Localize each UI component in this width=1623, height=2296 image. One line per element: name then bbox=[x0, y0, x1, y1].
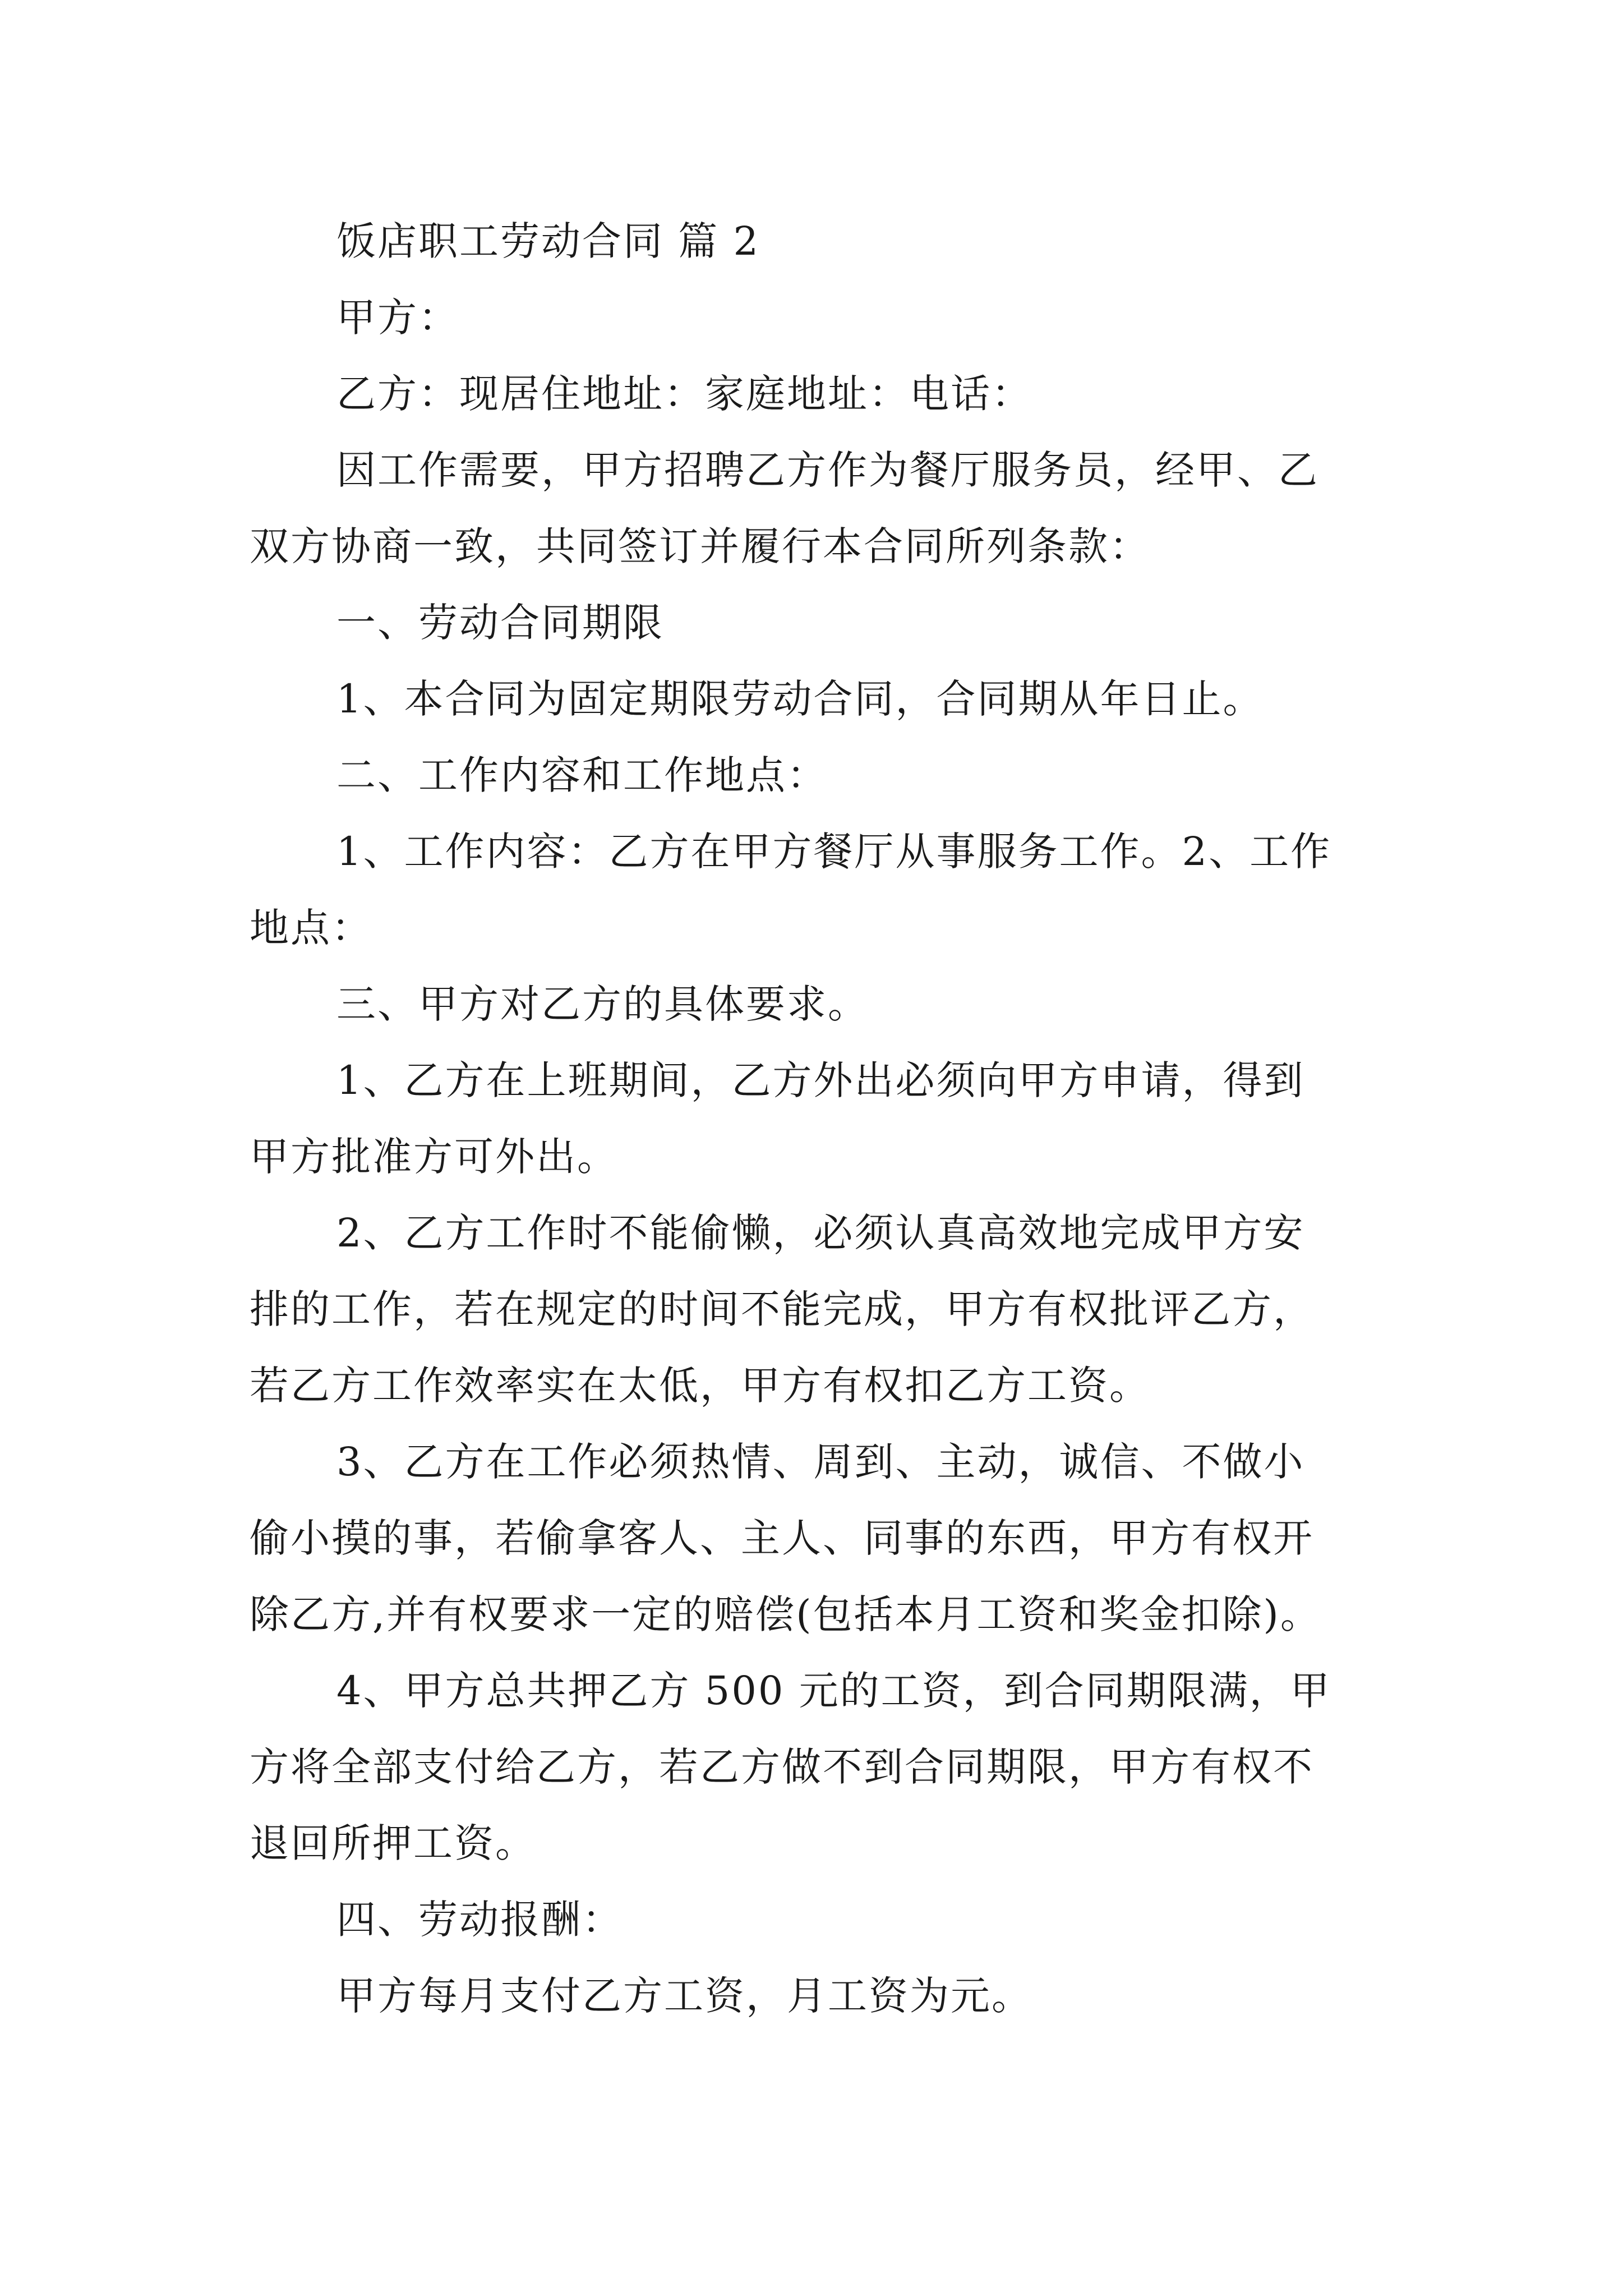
section-3-item-4-line-1: 4、甲方总共押乙方 500 元的工资，到合同期限满，甲 bbox=[336, 1668, 1331, 1714]
section-2-item-1-line-1: 1、工作内容：乙方在甲方餐厅从事服务工作。2、工作 bbox=[336, 829, 1332, 875]
section-3-item-1-line-1: 1、乙方在上班期间，乙方外出必须向甲方申请，得到 bbox=[336, 1057, 1305, 1103]
section-3-item-2-line-2: 排的工作，若在规定的时间不能完成，甲方有权批评乙方， bbox=[250, 1286, 1314, 1332]
section-3-item-4-line-2: 方将全部支付给乙方，若乙方做不到合同期限，甲方有权不 bbox=[250, 1744, 1314, 1790]
section-3-item-1-line-2: 甲方批准方可外出。 bbox=[250, 1134, 618, 1180]
section-3-heading: 三、甲方对乙方的具体要求。 bbox=[336, 981, 869, 1027]
section-2-heading: 二、工作内容和工作地点： bbox=[336, 752, 828, 798]
document-title: 饭店职工劳动合同 篇 2 bbox=[336, 218, 760, 264]
section-1-heading: 一、劳动合同期限 bbox=[336, 600, 664, 646]
section-3-item-2-line-1: 2、乙方工作时不能偷懒，必须认真高效地完成甲方安 bbox=[336, 1210, 1305, 1256]
section-3-item-3-line-2: 偷小摸的事，若偷拿客人、主人、同事的东西，甲方有权开 bbox=[250, 1515, 1314, 1561]
section-3-item-4-line-3: 退回所押工资。 bbox=[250, 1820, 536, 1866]
intro-paragraph-line-1: 因工作需要，甲方招聘乙方作为餐厅服务员，经甲、乙 bbox=[336, 447, 1319, 493]
party-b-line: 乙方：现居住地址：家庭地址：电话： bbox=[336, 371, 1032, 417]
intro-paragraph-line-2: 双方协商一致，共同签订并履行本合同所列条款： bbox=[250, 523, 1150, 569]
section-1-item-1: 1、本合同为固定期限劳动合同，合同期从年日止。 bbox=[336, 676, 1264, 722]
section-4-heading: 四、劳动报酬： bbox=[336, 1897, 623, 1943]
party-a-line: 甲方： bbox=[336, 295, 459, 341]
section-3-item-2-line-3: 若乙方工作效率实在太低，甲方有权扣乙方工资。 bbox=[250, 1363, 1150, 1409]
section-4-item-1: 甲方每月支付乙方工资，月工资为元。 bbox=[336, 1973, 1032, 2019]
section-3-item-3-line-3: 除乙方,并有权要求一定的赔偿(包括本月工资和奖金扣除)。 bbox=[250, 1591, 1321, 1637]
section-3-item-3-line-1: 3、乙方在工作必须热情、周到、主动，诚信、不做小 bbox=[336, 1439, 1305, 1485]
section-2-item-1-line-2: 地点： bbox=[250, 905, 372, 951]
